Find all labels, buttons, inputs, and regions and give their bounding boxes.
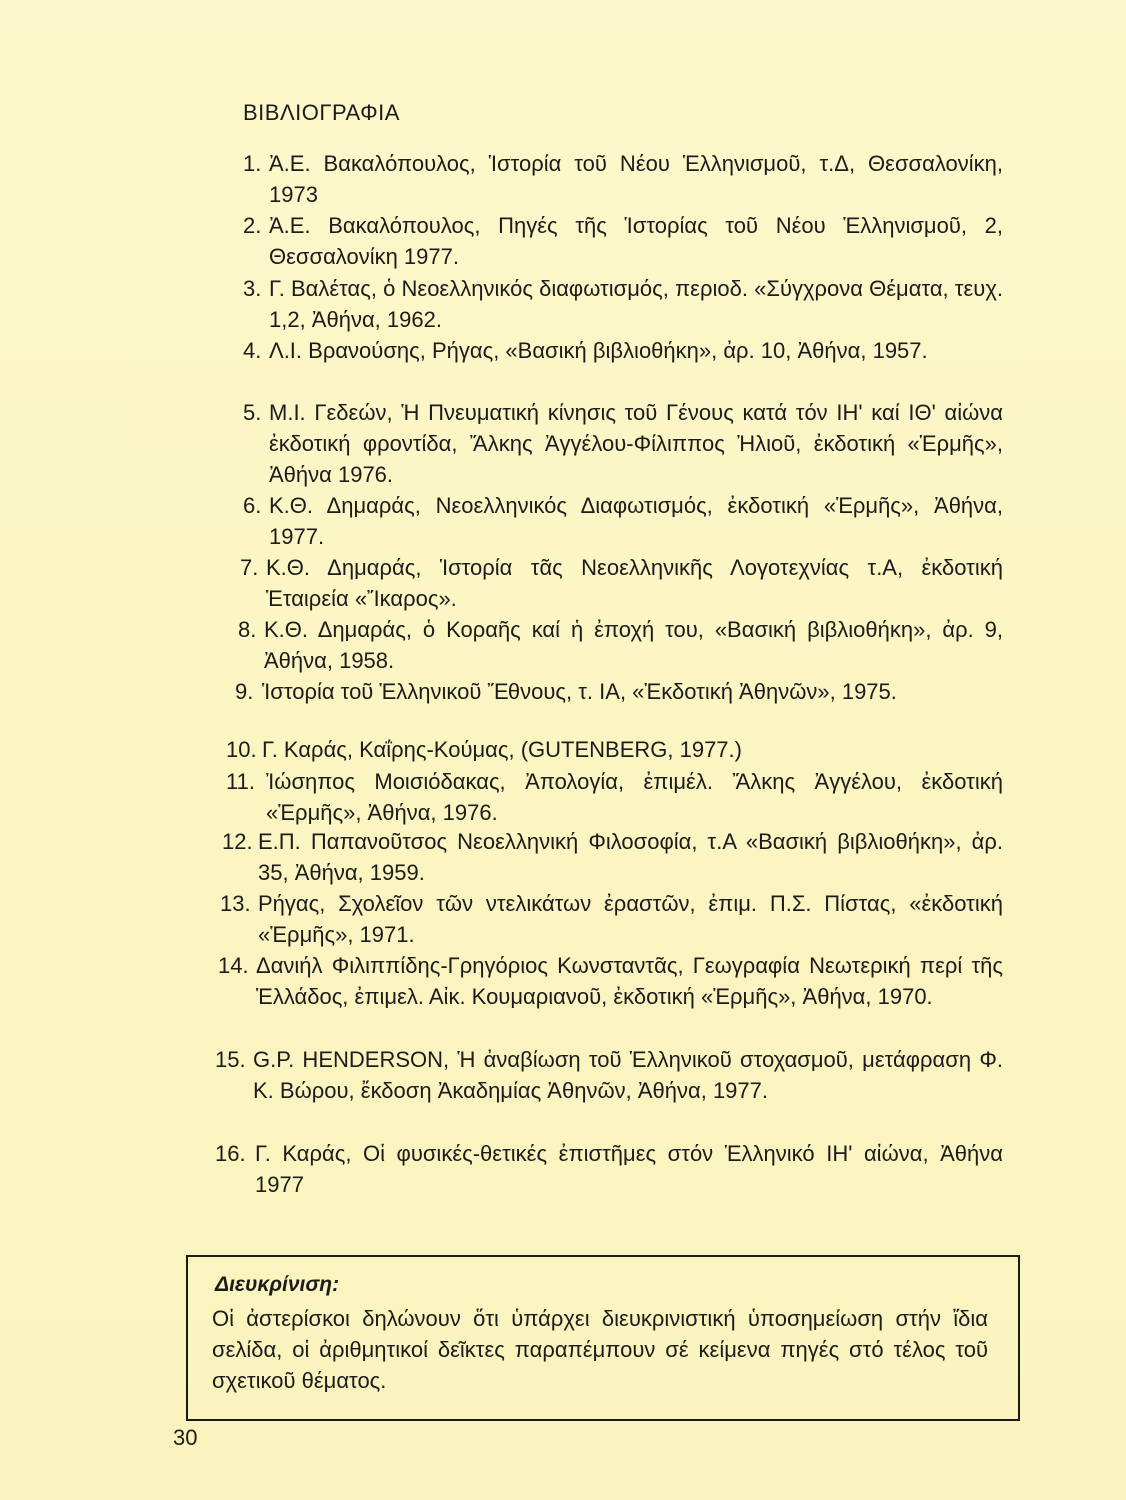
reference-item	[243, 210, 1003, 272]
reference-number: 5.	[243, 400, 262, 425]
reference-text: Δανιήλ Φιλιππίδης-Γρηγόριος Κωνσταντᾶς, Γεωγραφία Νεωτερική περί τῆς Ἑλλάδος, ἐπιμελ. Αἰκ. Κουμαριανοῦ, ἐκδοτική «Ἑρμῆς», Ἀθήνα, 1970.	[256, 953, 1003, 1009]
reference-text: Γ. Βαλέτας, ὁ Νεοελληνικός διαφωτισμός, περιοδ. «Σύγχρονα Θέματα, τευχ. 1,2, Ἀθήνα, 1962.	[269, 276, 1003, 332]
reference-text: Ἀ.Ε. Βακαλόπουλος, Ἱστορία τοῦ Νέου Ἑλληνισμοῦ, τ.Δ, Θεσσαλονίκη, 1973	[269, 151, 1003, 207]
reference-text: Κ.Θ. Δημαράς, Ἱστορία τᾶς Νεοελληνικῆς Λογοτεχνίας τ.Α, ἐκδοτική Ἑταιρεία «Ἴκαρος».	[266, 555, 1003, 611]
reference-item	[243, 397, 1003, 490]
reference-text: G.P. HENDERSON, Ἡ ἀναβίωση τοῦ Ἑλληνικοῦ στοχασμοῦ, μετάφραση Φ. Κ. Βώρου, ἔκδοση Ἀκαδημίας Ἀθηνῶν, Ἀθήνα, 1977.	[253, 1047, 1003, 1103]
reference-item	[218, 950, 1003, 1012]
clarification-text: Οἱ ἀστερίσκοι δηλώνουν ὅτι ὑπάρχει διευκρινιστική ὑποσημείωση στήν ἴδια σελίδα, οἱ ἀριθμητικοί δεῖκτες παραπέμπουν σέ κείμενα πηγές στό τέλος τοῦ σχετικοῦ θέματος.	[212, 1306, 988, 1393]
reference-item	[226, 734, 1003, 765]
clarification-title: Διευκρίνιση:	[215, 1273, 340, 1296]
reference-number: 15.	[215, 1047, 246, 1072]
reference-number: 9.	[235, 679, 254, 704]
reference-item	[220, 888, 1003, 950]
reference-number: 1.	[243, 151, 262, 176]
clarification-box	[186, 1255, 1020, 1421]
reference-text: Γ. Καράς, Καΐρης-Κούμας, (GUTENBERG, 1977.)	[262, 737, 742, 762]
reference-item	[238, 614, 1003, 676]
reference-number: 11.	[226, 769, 255, 794]
reference-number: 7.	[240, 555, 259, 580]
reference-item	[215, 1138, 1003, 1200]
reference-item	[243, 148, 1003, 210]
reference-number: 12.	[222, 829, 253, 854]
reference-text: Ἱστορία τοῦ Ἑλληνικοῦ Ἔθνους, τ. ΙΑ, «Ἐκδοτική Ἀθηνῶν», 1975.	[262, 679, 897, 704]
reference-number: 13.	[220, 891, 251, 916]
reference-item	[240, 552, 1003, 614]
reference-item	[215, 1044, 1003, 1106]
reference-item	[243, 490, 1003, 552]
reference-number: 8.	[238, 617, 257, 642]
reference-item	[243, 273, 1003, 335]
reference-text: Ρήγας, Σχολεῖον τῶν ντελικάτων ἐραστῶν, ἐπιμ. Π.Σ. Πίστας, «ἐκδοτική «Ἑρμῆς», 1971.	[258, 891, 1003, 947]
reference-item	[235, 676, 1003, 707]
reference-number: 4.	[243, 338, 262, 363]
reference-number: 14.	[218, 953, 249, 978]
reference-number: 16.	[215, 1141, 246, 1166]
bibliography-heading: ΒΙΒΛΙΟΓΡΑΦΙΑ	[243, 100, 400, 125]
reference-number: 3.	[243, 276, 262, 301]
reference-text: Γ. Καράς, Οἱ φυσικές-θετικές ἐπιστῆμες στόν Ἑλληνικό ΙΗ' αἰώνα, Ἀθήνα 1977	[255, 1141, 1003, 1197]
reference-text: Μ.Ι. Γεδεών, Ἡ Πνευματική κίνησις τοῦ Γένους κατά τόν ΙΗ' καί ΙΘ' αἰώνα ἐκδοτική φροντίδα, Ἄλκης Ἀγγέλου-Φίλιππος Ἠλιοῦ, ἐκδοτική «Ἑρμῆς», Ἀθήνα 1976.	[269, 400, 1003, 487]
reference-text: Λ.Ι. Βρανούσης, Ρήγας, «Βασική βιβλιοθήκη», ἀρ. 10, Ἀθήνα, 1957.	[269, 338, 928, 363]
reference-item	[243, 335, 1003, 366]
reference-number: 6.	[243, 493, 262, 518]
reference-text: Κ.Θ. Δημαράς, ὁ Κοραῆς καί ἡ ἐποχή του, «Βασική βιβλιοθήκη», ἀρ. 9, Ἀθήνα, 1958.	[264, 617, 1003, 673]
reference-text: Ἀ.Ε. Βακαλόπουλος, Πηγές τῆς Ἱστορίας τοῦ Νέου Ἑλληνισμοῦ, 2, Θεσσαλονίκη 1977.	[269, 213, 1003, 269]
reference-item	[222, 826, 1003, 888]
reference-item	[226, 766, 1003, 828]
reference-text: Ἰώσηπος Μοισιόδακας, Ἀπολογία, ἐπιμέλ. Ἄλκης Ἀγγέλου, ἐκδοτική «Ἑρμῆς», Ἀθήνα, 1976.	[266, 769, 1003, 825]
page-number: 30	[173, 1425, 198, 1450]
reference-text: Ε.Π. Παπανοῦτσος Νεοελληνική Φιλοσοφία, τ.Α «Βασική βιβλιοθήκη», ἀρ. 35, Ἀθήνα, 1959.	[258, 829, 1003, 885]
reference-text: Κ.Θ. Δημαράς, Νεοελληνικός Διαφωτισμός, ἐκδοτική «Ἑρμῆς», Ἀθήνα, 1977.	[269, 493, 1003, 549]
reference-number: 2.	[243, 213, 262, 238]
reference-number: 10.	[226, 737, 257, 762]
